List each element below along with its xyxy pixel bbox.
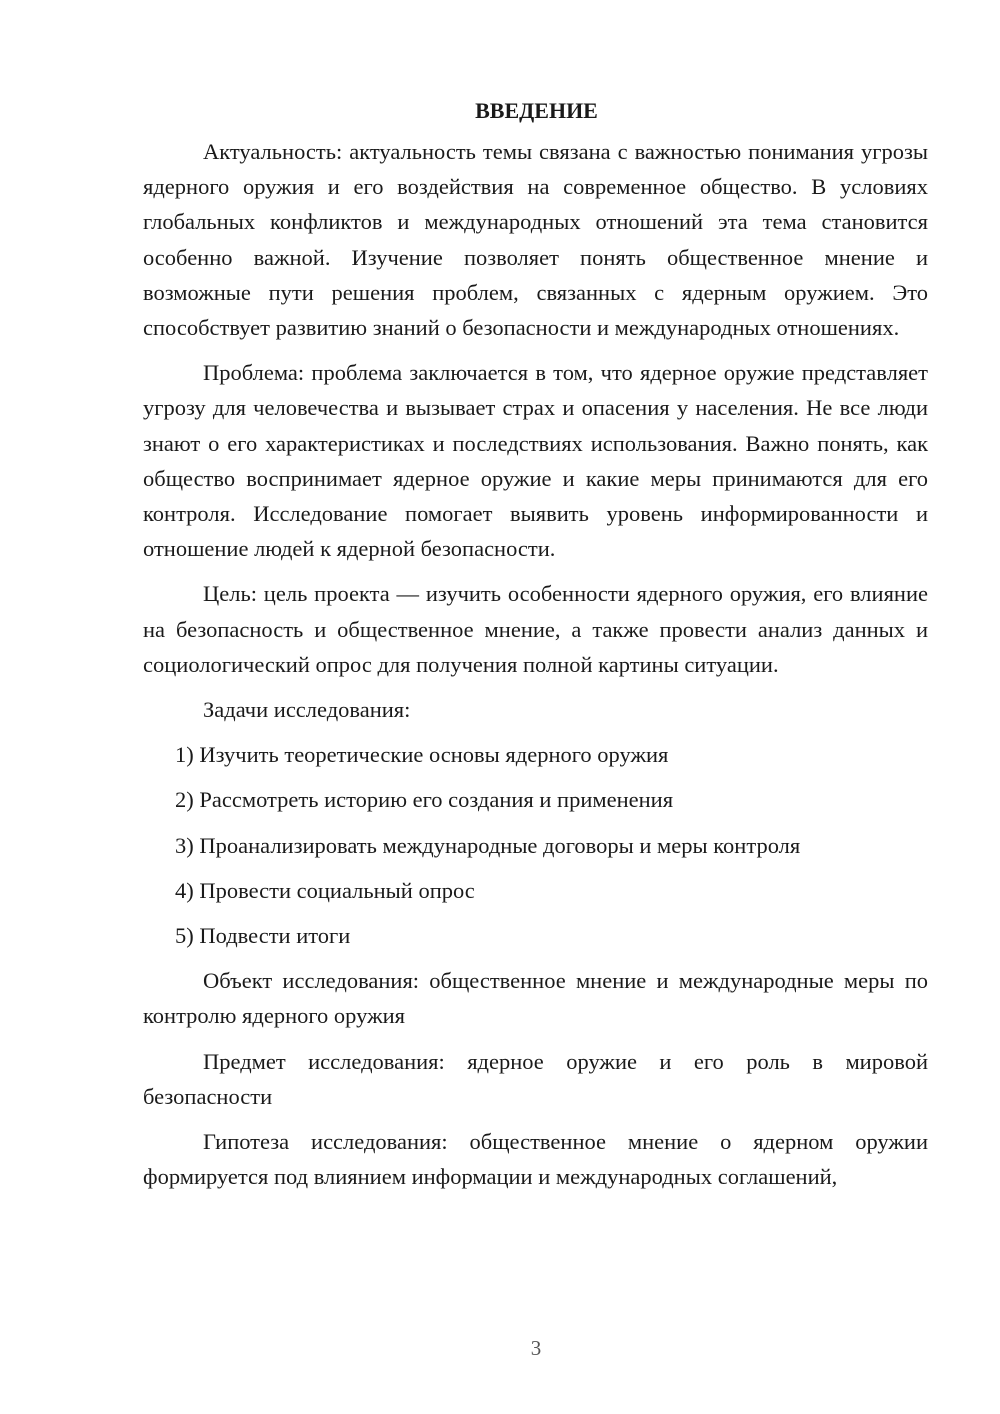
subject-paragraph: Предмет исследования: ядерное оружие и его роль в мировой безопасности [143, 1048, 928, 1109]
page-body [143, 93, 928, 1204]
list-item-task-3: 3) Проанализировать международные договоры и меры контроля [175, 832, 801, 858]
relevance-paragraph: Актуальность: актуальность темы связана с важностью понимания угрозы ядерного оружия и его воздействия на современное общество. В условиях глобальных конфликтов и международных отношений эта тема становится особенно важной. Изучение позволяет понять общественное мнение и возможные пути решения проблем, связанных с ядерным оружием. Это способствует развитию знаний о безопасности и международных отношениях. [143, 139, 928, 341]
list-item-task-4: 4) Провести социальный опрос [175, 877, 475, 903]
list-item-task-1: 1) Изучить теоретические основы ядерного оружия [175, 742, 669, 768]
section-title: ВВЕДЕНИЕ [475, 98, 598, 123]
tasks-heading: Задачи исследования: [203, 697, 411, 723]
list-item-task-5: 5) Подвести итоги [175, 923, 351, 949]
object-paragraph: Объект исследования: общественное мнение и международные меры по контролю ядерного оружия [143, 968, 928, 1029]
tasks-list [143, 737, 928, 953]
problem-paragraph: Проблема: проблема заключается в том, что ядерное оружие представляет угрозу для человечества и вызывает страх и опасения у населения. Не все люди знают о его характеристиках и последствиях использования. Важно понять, как общество воспринимает ядерное оружие и какие меры принимаются для его контроля. Исследование помогает выявить уровень информированности и отношение людей к ядерной безопасности. [143, 360, 928, 562]
list-item-task-2: 2) Рассмотреть историю его создания и применения [175, 787, 674, 813]
hypothesis-paragraph: Гипотеза исследования: общественное мнение о ядерном оружии формируется под влиянием информации и международных соглашений, [143, 1129, 928, 1190]
goal-paragraph: Цель: цель проекта — изучить особенности ядерного оружия, его влияние на безопасность и общественное мнение, а также провести анализ данных и социологический опрос для получения полной картины ситуации. [143, 581, 928, 677]
page-number: 3 [530, 1336, 542, 1360]
